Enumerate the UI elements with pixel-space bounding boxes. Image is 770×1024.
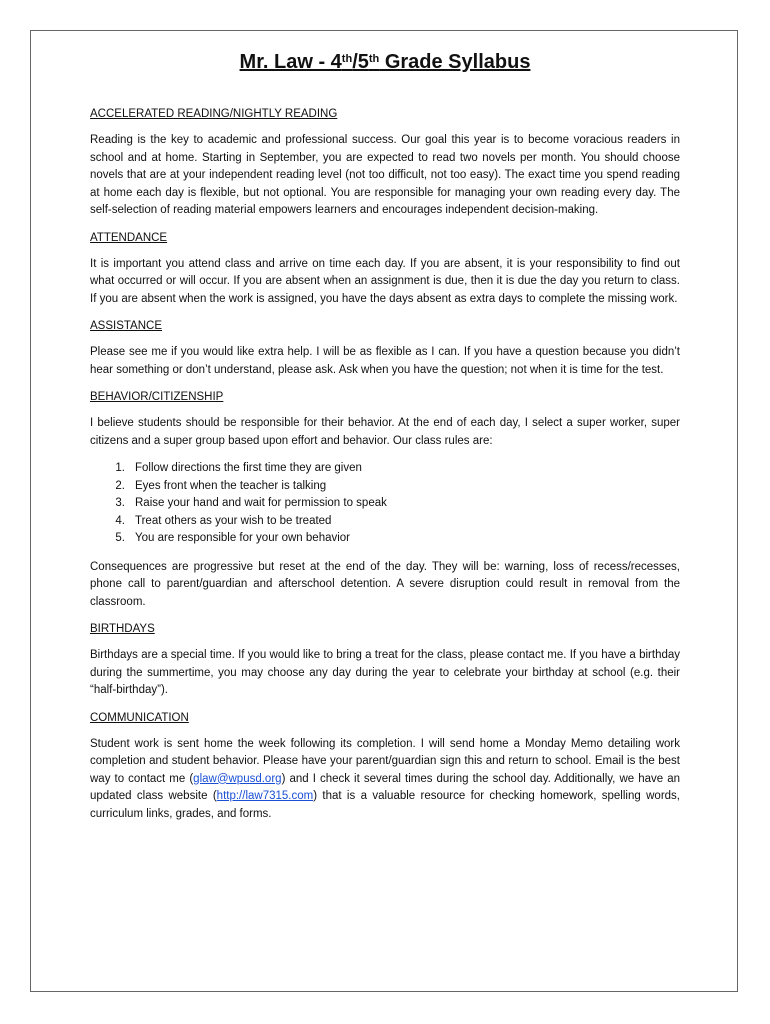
- section-body-behavior-intro: I believe students should be responsible for their behavior. At the end of each day, I select a super worker, super citizens and a super group based upon effort and behavior. Our class rules are:: [90, 417, 680, 447]
- section-heading-behavior: BEHAVIOR/CITIZENSHIP: [90, 391, 224, 403]
- list-item-number: 5.: [115, 532, 125, 544]
- class-rules-list: [90, 460, 680, 548]
- list-item-text: You are responsible for your own behavior: [135, 532, 351, 544]
- list-item-number: 3.: [115, 497, 125, 509]
- section-heading-attendance: ATTENDANCE: [90, 231, 168, 244]
- section-heading-birthdays: BIRTHDAYS: [90, 623, 155, 635]
- list-item-text: Treat others as your wish to be treated: [135, 514, 332, 527]
- list-item: [90, 495, 680, 513]
- section-reading: [90, 106, 680, 220]
- communication-text-1: Student work is sent home the week following its completion. I will send home a Monday Memo detailing work completion and student behavior. Please have your parent/guardian sign this and return to school. Email is the best way to contact me (: [90, 737, 680, 785]
- communication-text-3: ) that is a valuable resource for checking homework, spelling words, curriculum links, grades, and forms.: [90, 790, 680, 820]
- section-body-assistance: Please see me if you would like extra help. I will be as flexible as I can. If you have a question because you didn’t hear something or don’t understand, please ask. Ask when you have the question; not when it is time for the test.: [90, 346, 680, 376]
- list-item-number: 1.: [115, 462, 125, 474]
- section-body-reading: Reading is the key to academic and professional success. Our goal this year is to become voracious readers in school and at home. Starting in September, you are expected to read two novels per month. You should choose novels that are at your independent reading level (not too difficult, not too easy). The exact time you spend reading at home each day is flexible, but not optional. You are responsible for managing your own reading every day. The self-selection of reading material empowers learners and encourages independent decision-making.: [90, 134, 680, 216]
- title-suffix: Grade Syllabus: [379, 51, 531, 73]
- class-website-link[interactable]: http://law7315.com: [216, 790, 314, 802]
- title-superscript-2: th: [368, 53, 380, 65]
- list-item-text: Follow directions the first time they are given: [135, 462, 362, 474]
- section-body-attendance: It is important you attend class and arrive on time each day. If you are absent, it is your responsibility to find out what occurred or will occur. If you are absent when an assignment is due, then it is due the day you return to class. If you are absent when the work is assigned, you have the days absent as extra days to complete the missing work.: [90, 257, 680, 305]
- section-heading-assistance: ASSISTANCE: [90, 320, 162, 332]
- section-assistance: [90, 318, 680, 379]
- list-item-text: Raise your hand and wait for permission to speak: [135, 497, 387, 509]
- section-body-behavior-consequences: Consequences are progressive but reset at the end of the day. They will be: warning, loss of recess/recesses, phone call to parent/guardian and afterschool detention. A severe disruption could result in removal from the classroom.: [90, 560, 680, 608]
- section-behavior: [90, 389, 680, 611]
- title-middle: /5: [352, 51, 369, 73]
- section-body-communication: [90, 736, 680, 824]
- page-title: [90, 48, 680, 76]
- communication-text-2: ) and I check it several times during the school day. Additionally, we have an updated class website (: [90, 772, 680, 802]
- section-attendance: [90, 230, 680, 309]
- list-item-number: 4.: [115, 514, 125, 527]
- list-item-text: Eyes front when the teacher is talking: [135, 479, 327, 492]
- list-item: [90, 460, 680, 478]
- section-heading-reading: ACCELERATED READING/NIGHTLY READING: [90, 108, 338, 120]
- title-prefix: Mr. Law - 4: [239, 51, 342, 73]
- email-link[interactable]: glaw@wpusd.org: [193, 772, 282, 785]
- section-heading-communication: COMMUNICATION: [90, 711, 189, 724]
- list-item: [90, 513, 680, 531]
- list-item: [90, 478, 680, 496]
- syllabus-content: [90, 48, 680, 833]
- list-item: [90, 530, 680, 548]
- list-item-number: 2.: [115, 479, 125, 492]
- title-superscript-1: th: [341, 53, 353, 65]
- section-body-birthdays: Birthdays are a special time. If you would like to bring a treat for the class, please contact me. If you have a birthday during the summertime, you may choose any day during the year to celebrate your birthday at school (e.g. their “half-birthday”).: [90, 649, 680, 696]
- section-birthdays: [90, 621, 680, 700]
- section-communication: [90, 710, 680, 824]
